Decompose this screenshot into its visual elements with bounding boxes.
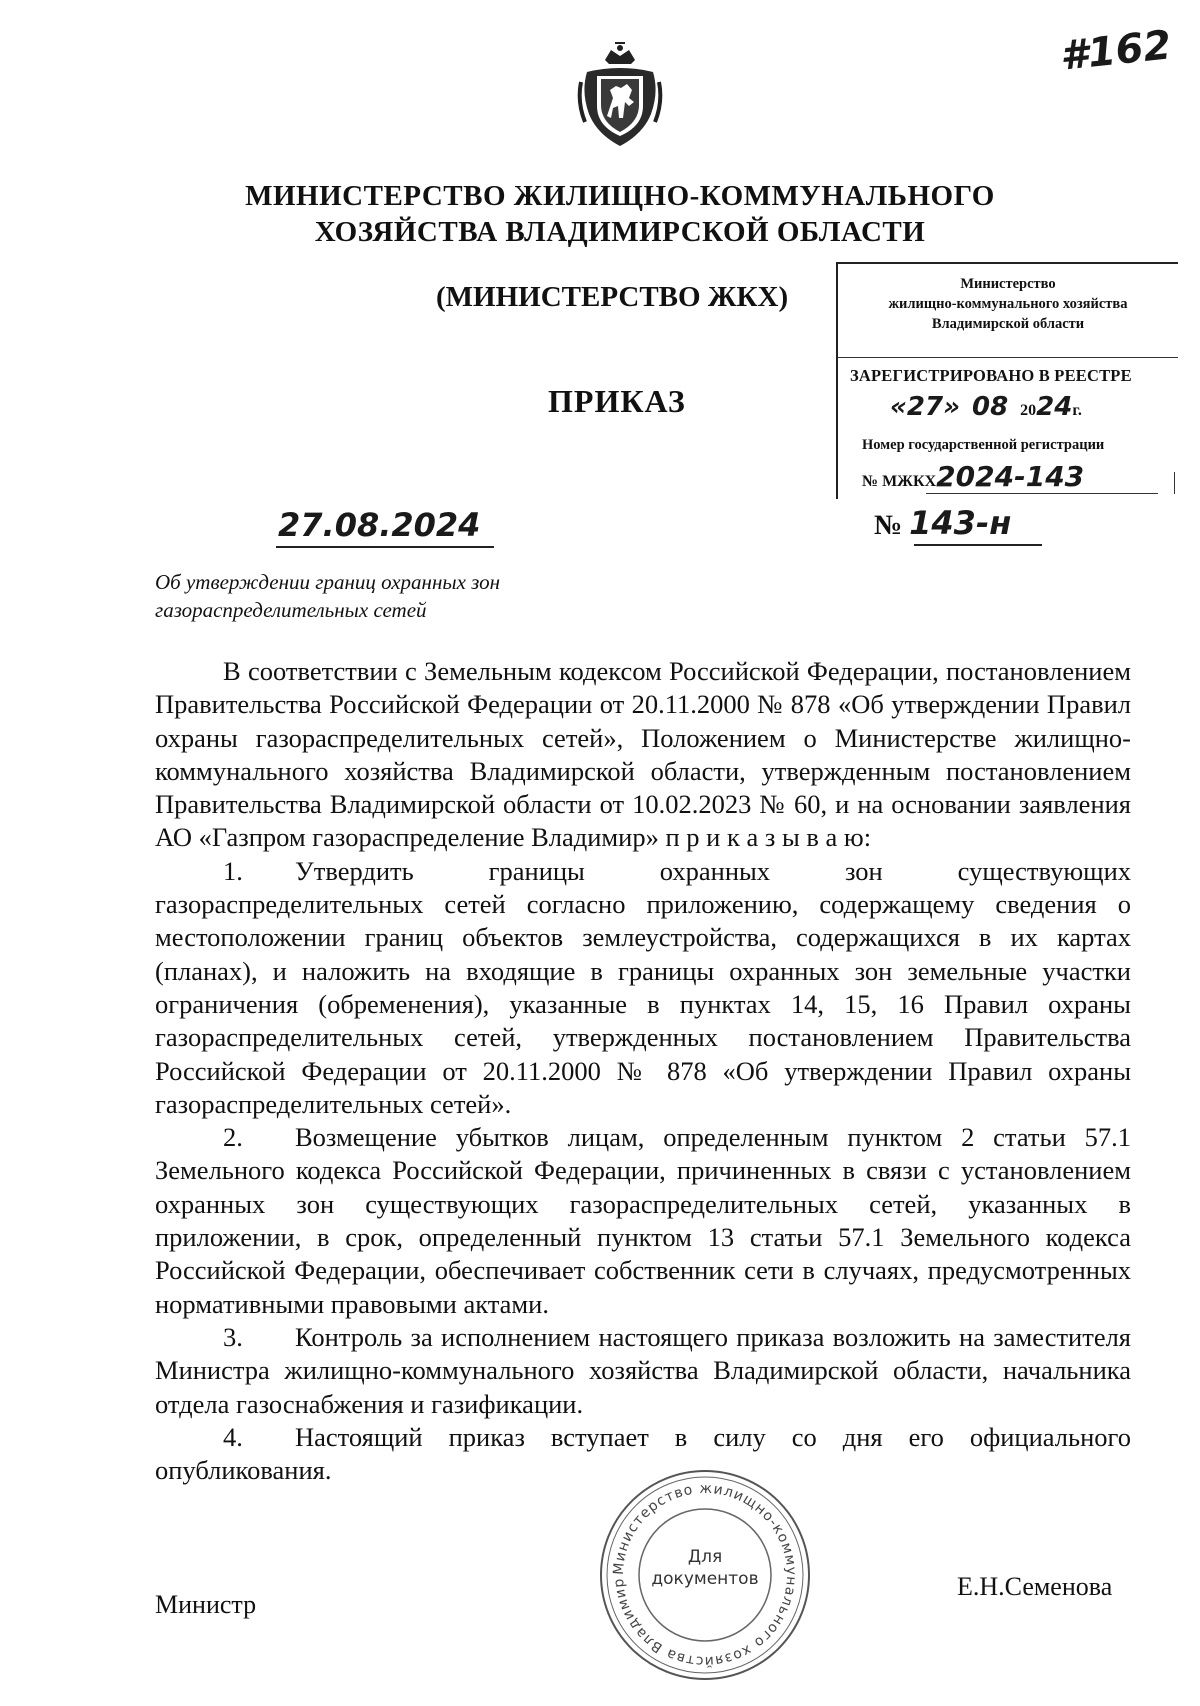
order-item-text: Настоящий приказ вступает в силу со дня его официального опубликования. — [155, 1421, 1131, 1486]
registration-number-label: Номер государственной регистрации — [862, 437, 1105, 453]
registration-authority-line-2: жилищно-коммунального хозяйства — [888, 296, 1128, 312]
order-date-underline — [276, 546, 494, 548]
order-number-underline — [914, 544, 1042, 546]
order-item-text: Утвердить границы охранных зон существующих газораспределительных сетей согласно приложению, содержащему сведения о местоположении границ объектов землеустройства, содержащихся в их картах (планах), и наложить на входящие в границы охранных зон земельные участки ограничения (обременения), указанные в пунктах 14, 15, 16 Правил охраны газораспределительных сетей, утвержденных постановлением Правительства Российской Федерации от 20.11.2000 № 878 «Об утверждении Правил охраны газораспределительных сетей». — [155, 855, 1131, 1119]
order-item — [155, 855, 1131, 1121]
order-items-list — [155, 855, 1131, 1488]
registration-authority-line-1: Министерство — [960, 276, 1056, 292]
registration-date-day: «27» — [890, 392, 960, 422]
order-date: 27.08.2024 — [278, 506, 481, 544]
coat-of-arms-icon — [577, 42, 663, 150]
seal-center-text — [596, 1546, 814, 1590]
ministry-name — [150, 178, 1090, 250]
signer-title: Министр — [155, 1590, 257, 1619]
registration-box-edge-mark — [1174, 472, 1175, 494]
registration-stamp-box — [836, 262, 1178, 499]
registration-divider — [838, 357, 1178, 358]
order-subject-line-2: газораспределительных сетей — [155, 598, 427, 622]
handwritten-corner-mark: #162 — [1057, 22, 1174, 80]
seal-center-line-1: Для — [687, 1547, 723, 1567]
order-item-text: Возмещение убытков лицам, определенным пунктом 2 статьи 57.1 Земельного кодекса Российской Федерации, причиненных в связи с установлением охранных зон существующих газораспределительных сетей, указанных в приложении, в срок, определенный пунктом 13 статьи 57.1 Земельного кодекса Российской Федерации, обеспечивает собственник сети в случаях, предусмотренных нормативными правовыми актами. — [155, 1122, 1131, 1319]
order-item-number: 3. — [223, 1321, 243, 1352]
registration-date-month: 08 — [971, 392, 1009, 422]
registration-date — [890, 392, 1082, 422]
ministry-short-name: (МИНИСТЕРСТВО ЖКХ) — [436, 281, 789, 313]
registration-number-underline — [926, 493, 1158, 494]
registration-authority-line-3: Владимирской области — [931, 316, 1085, 332]
order-item — [155, 1121, 1131, 1321]
preamble-paragraph: В соответствии с Земельным кодексом Российской Федерации, постановлением Правительства Российской Федерации от 20.11.2000 № 878 «Об утверждении Правил охраны газораспределительных сетей», Положением о Министерстве жилищно-коммунального хозяйства Владимирской области, утвержденным постановлением Правительства Владимирской области от 10.02.2023 № 60, и на основании заявления АО «Газпром газораспределение Владимир» п р и к а з ы в а ю: — [155, 656, 1131, 853]
seal-ring-text: Министерство жилищно-коммунального хозяйства Владимир — [610, 1480, 800, 1670]
registration-date-year-prefix: 20 — [1020, 402, 1037, 419]
registration-number-prefix: № МЖКХ — [862, 473, 937, 490]
order-number-value: 143-н — [909, 504, 1012, 542]
registration-number — [862, 460, 1084, 493]
order-body — [155, 655, 1131, 1487]
order-item-number: 4. — [223, 1421, 243, 1452]
official-seal — [596, 1466, 814, 1684]
ministry-name-line-1: МИНИСТЕРСТВО ЖИЛИЩНО-КОММУНАЛЬНОГО — [245, 180, 995, 212]
order-item-number: 2. — [223, 1122, 243, 1153]
registration-date-year-unit: г. — [1072, 402, 1082, 419]
order-item-text: Контроль за исполнением настоящего приказа возложить на заместителя Министра жилищно-коммунального хозяйства Владимирской области, начальника отдела газоснабжения и газификации. — [155, 1321, 1131, 1419]
order-number — [874, 504, 1011, 542]
ministry-name-line-2: ХОЗЯЙСТВА ВЛАДИМИРСКОЙ ОБЛАСТИ — [314, 216, 926, 248]
registered-label: ЗАРЕГИСТРИРОВАНО В РЕЕСТРЕ — [850, 366, 1132, 385]
order-subject — [155, 568, 500, 624]
order-item — [155, 1321, 1131, 1421]
order-subject-line-1: Об утверждении границ охранных зон — [155, 570, 501, 594]
document-type: ПРИКАЗ — [548, 383, 686, 419]
registration-date-year-suffix: 24 — [1036, 392, 1073, 422]
registration-authority — [838, 274, 1178, 334]
order-item-number: 1. — [223, 855, 243, 886]
signer-name: Е.Н.Семенова — [957, 1572, 1113, 1601]
registration-number-value: 2024-143 — [936, 460, 1085, 493]
order-number-prefix: № — [874, 510, 903, 541]
seal-center-line-2: документов — [651, 1569, 759, 1589]
